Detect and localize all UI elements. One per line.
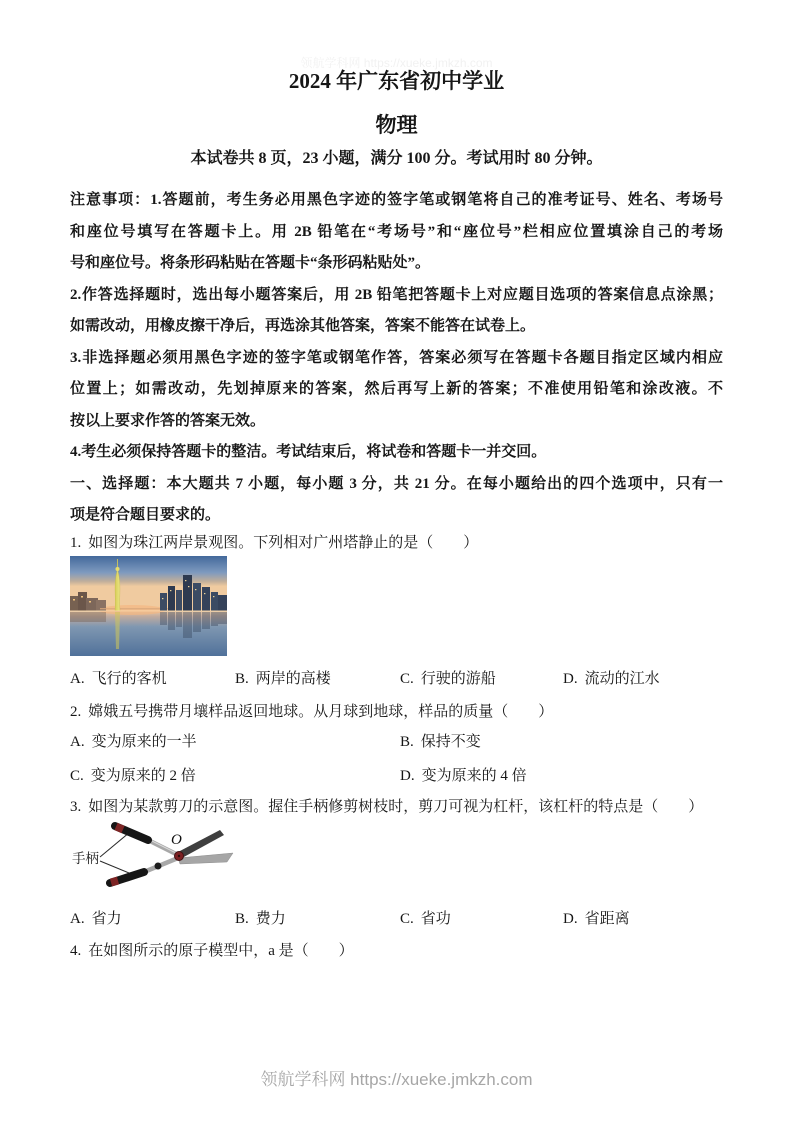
option-b-label: B. <box>235 670 249 687</box>
horizon-highlight <box>70 610 227 611</box>
site-watermark-footer: 领航学科网 https://xueke.jmkzh.com <box>260 1070 533 1089</box>
option-c <box>400 908 563 930</box>
option-c-text: 省功 <box>420 910 451 927</box>
option-a-label: A. <box>70 733 85 750</box>
option-b-text: 保持不变 <box>420 733 481 750</box>
pearl-river-photo <box>70 556 227 656</box>
garden-shears-figure <box>70 820 245 900</box>
question-2-number: 2. <box>70 703 82 720</box>
option-d-text: 省距离 <box>584 910 630 927</box>
option-c <box>400 668 563 690</box>
option-a-label: A. <box>70 910 85 927</box>
option-d-label: D. <box>563 670 578 687</box>
notice-3-line: 位置上；如需改动，先划掉原来的答案，然后再写上新的答案；不准使用铅笔和涂改液。不 <box>70 381 723 397</box>
question-3-options <box>70 908 723 930</box>
option-b <box>235 668 400 690</box>
question-4-number: 4. <box>70 942 82 959</box>
question-1-number: 1. <box>70 534 82 551</box>
option-a-label: A. <box>70 670 85 687</box>
upper-blade <box>178 830 224 858</box>
option-d <box>563 668 723 690</box>
option-c-label: C. <box>70 767 84 784</box>
option-a-text: 省力 <box>91 910 122 927</box>
page-content <box>70 0 723 962</box>
question-1 <box>70 532 723 554</box>
question-2-options-row1 <box>70 731 723 753</box>
notice-2-line: 如需改动，用橡皮擦干净后，再选涂其他答案，答案不能答在试卷上。 <box>70 318 536 334</box>
question-1-options <box>70 668 723 690</box>
question-3-number: 3. <box>70 798 82 815</box>
question-2-options-row2 <box>70 765 723 787</box>
handle-pointer-line-upper <box>100 832 130 857</box>
option-a <box>70 731 400 753</box>
question-2-text: 嫦娥五号携带月壤样品返回地球。从月球到地球，样品的质量（ ） <box>88 703 554 720</box>
bridge <box>100 608 170 609</box>
option-b-label: B. <box>400 733 414 750</box>
notice-1-line: 和座位号填写在答题卡上。用 2B 铅笔在“考场号”和“座位号”栏相应位置填涂自己的考场 <box>70 223 723 240</box>
pivot-label-o: O <box>171 831 182 848</box>
question-4 <box>70 940 723 962</box>
notice-1-line: 注意事项：1.答题前，考生务必用黑色字迹的签字笔或钢笔将自己的准考证号、姓名、考场号 <box>70 192 723 208</box>
exam-title: 2024 年广东省初中学业 <box>288 69 505 93</box>
notice-3-line: 按以上要求作答的答案无效。 <box>70 412 266 429</box>
option-c-label: C. <box>400 910 414 927</box>
option-d-label: D. <box>563 910 578 927</box>
option-b-label: B. <box>235 910 249 927</box>
option-d <box>563 908 723 930</box>
option-d-text: 流动的江水 <box>584 670 660 687</box>
option-c-label: C. <box>400 670 414 687</box>
blade-adjuster <box>155 862 162 869</box>
notice-4-line: 4.考生必须保持答题卡的整洁。考试结束后，将试卷和答题卡一并交回。 <box>70 444 547 460</box>
option-d-text: 变为原来的 4 倍 <box>421 767 527 784</box>
option-d <box>400 765 723 787</box>
question-3 <box>70 796 723 818</box>
notice-2-line: 2.作答选择题时，选出每小题答案后，用 2B 铅笔把答题卡上对应题目选项的答案信息点涂黑； <box>70 286 723 303</box>
pivot-center <box>178 854 180 856</box>
lower-grip-red-band <box>111 880 118 882</box>
question-4-text: 在如图所示的原子模型中，a 是（ ） <box>88 942 354 959</box>
section-1-header <box>70 469 723 532</box>
exam-notices <box>70 185 723 469</box>
option-c-text: 行驶的游船 <box>420 670 496 687</box>
option-c-text: 变为原来的 2 倍 <box>90 767 196 784</box>
option-b <box>400 731 723 753</box>
section-header-line: 一、选择题：本大题共 7 小题，每小题 3 分，共 21 分。在每小题给出的四个选项中，只有一 <box>70 475 723 492</box>
option-d-label: D. <box>400 767 415 784</box>
option-a <box>70 908 235 930</box>
section-header-line: 项是符合题目要求的。 <box>70 507 221 523</box>
option-a <box>70 668 235 690</box>
question-3-text: 如图为某款剪刀的示意图。握住手柄修剪树枝时，剪刀可视为杠杆，该杠杆的特点是（ ） <box>88 798 704 815</box>
faint-top-watermark: 领航学科网 https://xueke.jmkzh.com <box>300 56 493 70</box>
handle-label: 手柄 <box>72 850 99 866</box>
upper-grip-red-band <box>116 826 123 829</box>
question-2 <box>70 701 723 723</box>
tower-top <box>116 567 120 571</box>
question-1-text: 如图为珠江两岸景观图。下列相对广州塔静止的是（ ） <box>88 534 479 551</box>
exam-subject: 物理 <box>375 113 418 137</box>
exam-info-line: 本试卷共 8 页，23 小题，满分 100 分。考试用时 80 分钟。 <box>190 150 603 167</box>
option-a-text: 飞行的客机 <box>91 670 167 687</box>
option-b-text: 费力 <box>255 910 286 927</box>
notice-3-line: 3.非选择题必须用黑色字迹的签字笔或钢笔作答，答案必须写在答题卡各题目指定区域内相应 <box>70 349 723 366</box>
notice-1-line: 号和座位号。将条形码粘贴在答题卡“条形码粘贴处”。 <box>70 255 431 271</box>
option-b <box>235 908 400 930</box>
option-a-text: 变为原来的一半 <box>91 733 197 750</box>
option-b-text: 两岸的高楼 <box>255 670 331 687</box>
option-c <box>70 765 400 787</box>
sunset-glow <box>98 605 166 615</box>
